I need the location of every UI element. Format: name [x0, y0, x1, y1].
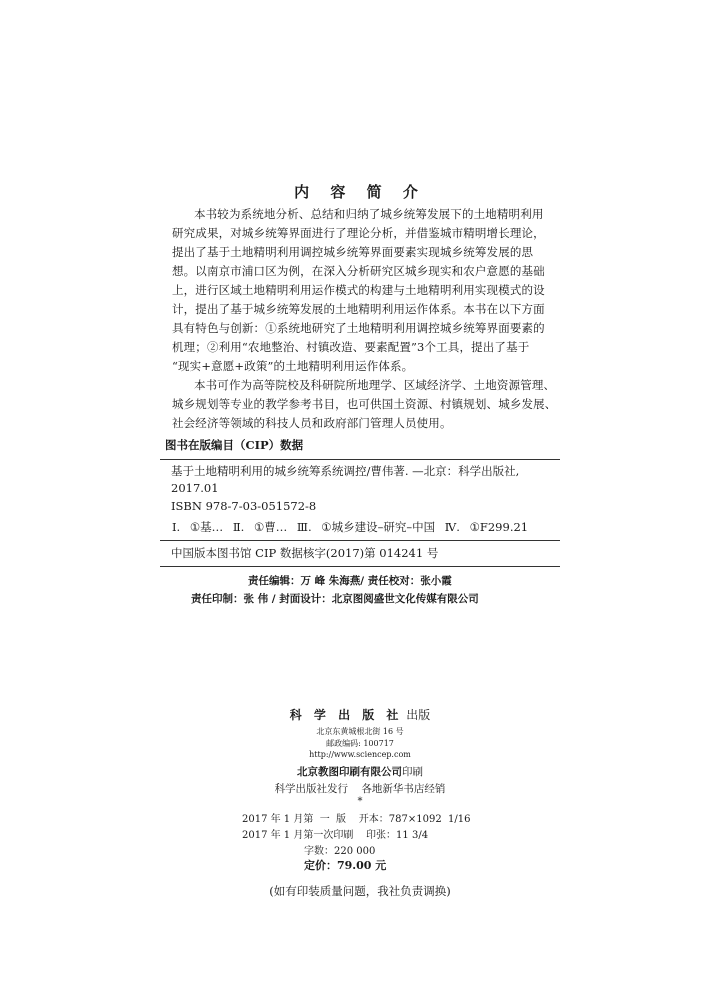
intro-line: 机理；②利用“农地整治、村镇改造、要素配置”3个工具，提出了基于	[172, 340, 530, 354]
cip-isbn: ISBN 978-7-03-051572-8	[171, 499, 317, 513]
intro-line: 具有特色与创新：①系统地研究了土地精明利用调控城乡统筹界面要素的	[172, 321, 545, 335]
printer-line	[0, 764, 720, 779]
production-credit: 责任印制：张 伟 / 封面设计：北京图阅盛世文化传媒有限公司	[191, 593, 479, 605]
quality-note: (如有印装质量问题，我社负责调换)	[269, 884, 451, 898]
distribution-line: 科学出版社发行 各地新华书店经销	[274, 783, 446, 795]
publisher-postcode: 邮政编码: 100717	[326, 739, 394, 748]
separator-star: *	[357, 796, 363, 807]
printer-name: 北京教图印刷有限公司	[297, 766, 402, 778]
editors-credit: 责任编辑：万 峰 朱海燕/ 责任校对：张小霞	[248, 575, 452, 587]
publisher-address: 北京东黄城根北街 16 号	[316, 727, 404, 736]
edition-line: 2017 年 1 月第 一 版 开本：787×1092 1/16	[242, 814, 471, 825]
audience-line: 社会经济等领域的科技人员和政府部门管理人员使用。	[172, 416, 452, 430]
cip-bottom-rule	[160, 566, 560, 567]
intro-paragraph	[172, 206, 572, 376]
cip-record-line: 基于土地精明利用的城乡统筹系统调控/曹伟著. —北京：科学出版社,	[171, 464, 520, 478]
cip-mid-rule	[160, 540, 560, 541]
cip-library-number: 中国版本图书馆 CIP 数据核字(2017)第 014241 号	[171, 546, 439, 560]
publisher-suffix: 出版	[402, 708, 431, 722]
printer-suffix: 印刷	[402, 766, 423, 778]
word-count: 字数：220 000	[304, 846, 376, 857]
cip-top-rule	[160, 459, 560, 460]
page-title: 内 容 简 介	[294, 183, 426, 201]
price-line	[304, 857, 386, 873]
cip-heading: 图书在版编目（CIP）数据	[165, 438, 304, 452]
price-value: 79.00 元	[337, 859, 387, 872]
intro-line: 计，提出了基于城乡统筹发展的土地精明利用运作体系。本书在以下方面	[172, 302, 545, 316]
intro-line: 想。以南京市浦口区为例，在深入分析研究区城乡现实和农户意愿的基础	[172, 264, 545, 278]
intro-line: 研究成果，对城乡统筹界面进行了理论分析，并借鉴城市精明增长理论，	[172, 226, 545, 240]
audience-paragraph	[172, 377, 572, 437]
publisher-website: http://www.sciencep.com	[309, 750, 411, 759]
publisher-line	[0, 706, 720, 723]
intro-line: 提出了基于土地精明利用调控城乡统筹界面要素实现城乡统筹发展的思	[172, 245, 534, 259]
price-label: 定价：	[304, 859, 337, 872]
cip-classification: Ⅰ. ①基… Ⅱ. ①曹… Ⅲ. ①城乡建设–研究–中国 Ⅳ. ①F299.21	[172, 520, 529, 534]
intro-line: 上，进行区域土地精明利用运作模式的构建与土地精明利用实现模式的设	[172, 283, 545, 297]
audience-line: 本书可作为高等院校及科研院所地理学、区域经济学、土地资源管理、	[194, 378, 556, 392]
intro-line: 本书较为系统地分析、总结和归纳了城乡统筹发展下的土地精明利用	[194, 207, 544, 221]
publisher-name: 科 学 出 版 社	[289, 708, 403, 722]
printing-line: 2017 年 1 月第一次印刷 印张：11 3/4	[242, 830, 429, 841]
audience-line: 城乡规划等专业的教学参考书目，也可供国土资源、村镇规划、城乡发展、	[172, 397, 557, 411]
cip-record-date: 2017.01	[171, 481, 219, 495]
intro-line: “现实+意愿+政策”的土地精明利用运作体系。	[172, 359, 414, 373]
